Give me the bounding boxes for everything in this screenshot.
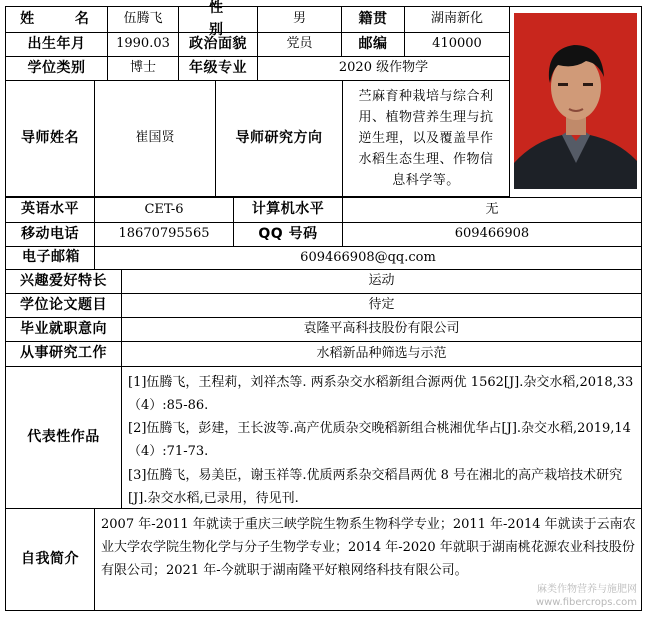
work-item: [2]伍腾飞，彭建，王长波等.高产优质杂交晚稻新组合桃湘优华占[J].杂交水稻,2019,14（4）:71-73. (128, 421, 631, 460)
watermark-line2: www.fibercrops.com (535, 596, 637, 608)
watermark-line1: 麻类作物营养与施肥网 (537, 584, 637, 595)
postcode-value: 410000 (404, 32, 510, 57)
name-value: 伍腾飞 (107, 6, 179, 33)
computer-label: 计算机水平 (233, 197, 343, 223)
work-item: [1]伍腾飞，王程莉，刘祥杰等. 两系杂交水稻新组合源两优 1562[J].杂交水稻,2018,33（4）:85-86. (128, 375, 634, 414)
thesis-label: 学位论文题目 (5, 293, 122, 318)
portrait-image (514, 13, 637, 189)
mobile-value: 18670795565 (94, 222, 234, 247)
hobbies-value: 运动 (121, 269, 642, 294)
watermark (536, 584, 637, 609)
postcode-label: 邮编 (341, 32, 405, 57)
works-list (121, 366, 642, 509)
photo (514, 13, 637, 189)
degree-type-label: 学位类别 (5, 56, 108, 81)
english-value: CET-6 (94, 197, 234, 223)
advisor-value: 崔国贤 (94, 80, 216, 197)
advisor-direction-label: 导师研究方向 (215, 80, 343, 197)
hobbies-label: 兴趣爱好特长 (5, 269, 122, 294)
advisor-label: 导师姓名 (5, 80, 95, 197)
mobile-label: 移动电话 (5, 222, 95, 247)
political-status-label: 政治面貌 (178, 32, 258, 57)
birth-value: 1990.03 (107, 32, 179, 57)
advisor-direction-value: 苎麻育种栽培与综合利用、植物营养生理与抗逆生理，以及覆盖旱作水稻生态生理、作物信息科学等。 (342, 80, 510, 197)
computer-value: 无 (342, 197, 642, 223)
grade-major-value: 2020 级作物学 (257, 56, 510, 81)
political-status-value: 党员 (257, 32, 342, 57)
birth-label: 出生年月 (5, 32, 108, 57)
gender-label: 性 别 (178, 6, 258, 33)
research-value: 水稻新品种筛选与示范 (121, 341, 642, 367)
intro-label: 自我简介 (5, 508, 95, 611)
email-value: 609466908@qq.com (94, 246, 642, 270)
grade-major-label: 年级专业 (178, 56, 258, 81)
native-place-label: 籍贯 (341, 6, 405, 33)
english-label: 英语水平 (5, 197, 95, 223)
native-place-value: 湖南新化 (404, 6, 510, 33)
employment-label: 毕业就职意向 (5, 317, 122, 342)
thesis-value: 待定 (121, 293, 642, 318)
works-label: 代表性作品 (5, 366, 122, 509)
gender-value: 男 (257, 6, 342, 33)
name-label: 姓 名 (5, 6, 108, 33)
intro-text: 2007 年-2011 年就读于重庆三峡学院生物系生物科学专业；2011 年-2014 年就读于云南农业大学农学院生物化学与分子生物学专业；2014 年-2020 年就职于湖南桃花源农业科技股份有限公司；2021 年-今就职于湖南隆平好粮网络科技有限公司。 (94, 508, 642, 611)
research-label: 从事研究工作 (5, 341, 122, 367)
degree-type-value: 博士 (107, 56, 179, 81)
email-label: 电子邮箱 (5, 246, 95, 270)
employment-value: 袁隆平高科技股份有限公司 (121, 317, 642, 342)
work-item: [3]伍腾飞，易美臣，谢玉祥等.优质两系杂交稻昌两优 8 号在湘北的高产栽培技术研究[J].杂交水稻,已录用，待见刊. (128, 467, 623, 506)
qq-label: QQ 号码 (233, 222, 343, 247)
qq-value: 609466908 (342, 222, 642, 247)
